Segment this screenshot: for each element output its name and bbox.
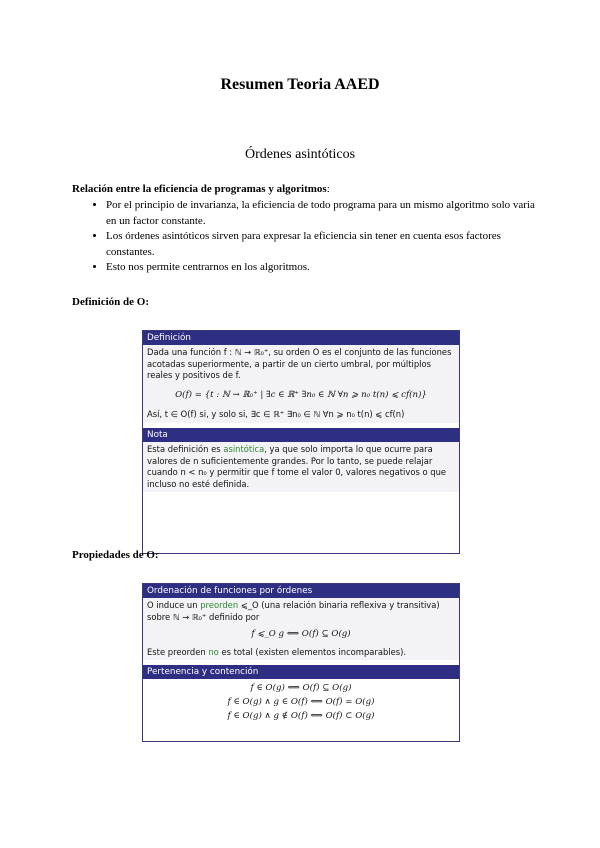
ordenacion-text-before: O induce un <box>147 600 201 610</box>
definicion-asi: Así, t ∈ O(f) si, y solo si, ∃c ∈ ℝ⁺ ∃n₀ ∈ ℕ ∀n ⩾ n₀ t(n) ⩽ cf(n) <box>147 409 405 420</box>
ordenacion-box-header: Ordenación de funciones por órdenes <box>143 584 459 598</box>
ordenacion-text <box>147 600 455 623</box>
relation-bullets <box>72 198 546 276</box>
pertenencia-formula: f ∈ O(g) ∧ g ∉ O(f) ⟺ O(f) ⊂ O(g) <box>227 710 375 721</box>
ordenacion-text2-highlight: no <box>208 646 219 657</box>
bullet-item: • Por el principio de invarianza, la eficiencia de todo programa para un mismo algoritmo solo varia en un factor constante. <box>106 198 546 229</box>
definicion-box-body <box>143 345 459 423</box>
ordenacion-box-body <box>143 598 459 660</box>
ordenacion-formula: f ⩽_O g ⟺ O(f) ⊆ O(g) <box>251 629 351 640</box>
ordenacion-highlight: preorden <box>200 600 239 610</box>
nota-text-before: Esta definición es <box>147 443 224 454</box>
pertenencia-formula: f ∈ O(g) ⟺ O(f) ⊆ O(g) <box>250 683 352 694</box>
ordenacion-text-after: ⩽_O (una relación binaria reflexiva y transitiva) sobre ℕ → ℝ₀⁺ definido por <box>147 600 440 622</box>
ordenacion-text-2 <box>147 647 455 659</box>
bullet-item: • Los órdenes asintóticos sirven para expresar la eficiencia sin tener en cuenta esos factores constantes. <box>106 229 546 260</box>
bullet-item: • Esto nos permite centrarnos en los algoritmos. <box>106 260 546 276</box>
definicion-box-header: Definición <box>143 331 459 345</box>
relation-heading-text: Relación entre la eficiencia de programas y algoritmos <box>72 183 327 195</box>
ordenacion-text2-after: es total (existen elementos incomparables). <box>218 646 407 657</box>
relation-heading <box>72 183 330 195</box>
propiedades-heading: Propiedades de O: <box>72 549 159 561</box>
propiedades-slide <box>142 583 460 742</box>
section-title: Órdenes asintóticos <box>244 147 356 162</box>
pertenencia-box-header: Pertenencia y contención <box>143 665 459 679</box>
ordenacion-text2-before: Este preorden <box>147 646 209 657</box>
pertenencia-formula: f ∈ O(g) ∧ g ∈ O(f) ⟺ O(f) = O(g) <box>227 696 375 707</box>
nota-box-header: Nota <box>143 428 459 442</box>
relation-heading-colon: : <box>326 183 330 195</box>
pertenencia-box-body <box>143 679 459 726</box>
definicion-slide <box>142 330 460 554</box>
document-title: Resumen Teoria AAED <box>220 76 380 93</box>
definicion-formula: O(f) = {t : ℕ → ℝ₀⁺ | ∃c ∈ ℝ⁺ ∃n₀ ∈ ℕ ∀n ⩾ n₀ t(n) ⩽ cf(n)} <box>175 389 427 400</box>
nota-text-after: , ya que solo importa lo que ocurre para valores de n suficientemente grandes. Por lo tanto, se puede relajar cuando n < n₀ y permitir que f tome el valor 0, valores negativos o que incluso no esté definida. <box>147 443 447 489</box>
nota-box-body <box>143 442 459 492</box>
nota-highlight: asintótica <box>223 443 265 454</box>
definicion-text: Dada una función f : ℕ → ℝ₀⁺, su orden O es el conjunto de las funciones acotadas superiormente, a partir de un cierto umbral, por múltiplos reales y positivos de f. <box>147 347 452 381</box>
definicion-heading: Definición de O: <box>72 296 149 308</box>
